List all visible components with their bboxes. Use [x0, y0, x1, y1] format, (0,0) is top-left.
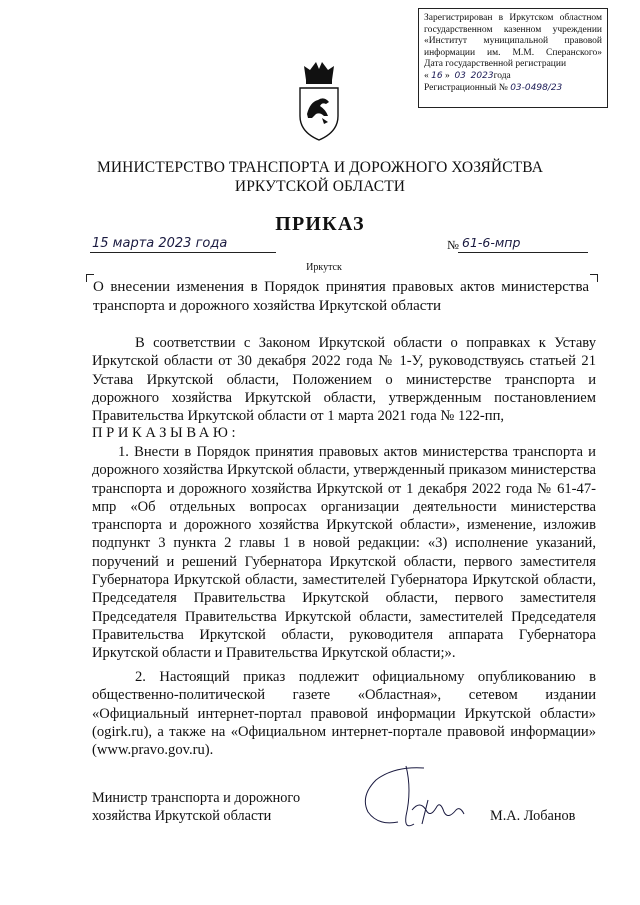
stamp-line: «Институт муниципальной правовой	[424, 36, 602, 47]
order-item-2: 2. Настоящий приказ подлежит официальному опубликованию в общественно-политической газете «Областная», сетевом издании «Официальный интернет-портал правовой информации Иркутской области» (ogirk.ru), а также на «Официальном интернет-портале правовой информации» (www.pravo.gov.ru).	[92, 669, 596, 759]
registration-stamp	[418, 8, 608, 108]
stamp-line: информации им. М.М. Сперанского»	[424, 47, 602, 58]
stamp-line: Зарегистрирован в Иркутском областном	[424, 13, 602, 23]
stamp-date-row	[424, 71, 602, 83]
signatory-position-line-1: Министр транспорта и дорожного	[92, 790, 301, 806]
stamp-line: государственном казенном учреждении	[424, 24, 602, 35]
document-type-title: ПРИКАЗ	[275, 213, 365, 235]
stamp-date-prefix: «	[424, 70, 429, 81]
preamble-paragraph: В соответствии с Законом Иркутской области о поправках к Уставу Иркутской области от 30 декабря 2022 года № 1-У, руководствуясь статьей 21 Устава Иркутской области, Положением о министерстве транспорта и дорожного хозяйства Иркутской области, утвержденным постановлением Правительства Иркутской области от 1 марта 2021 года № 122-пп,	[92, 335, 596, 425]
order-number-label: №	[447, 238, 459, 252]
handwritten-signature	[354, 760, 484, 850]
irkutsk-coat-of-arms-icon	[296, 60, 342, 142]
stamp-line: Дата государственной регистрации	[424, 59, 567, 70]
stamp-date-suffix: года	[493, 70, 511, 81]
stamp-reg-number: 03-0498/23	[510, 82, 563, 93]
stamp-reg-row	[424, 83, 602, 95]
ministry-name-line-2: ИРКУТСКОЙ ОБЛАСТИ	[234, 178, 406, 195]
signatory-position-line-2: хозяйства Иркутской области	[92, 808, 272, 824]
issue-city: Иркутск	[306, 262, 342, 273]
date-underline	[90, 252, 276, 253]
signatory-position	[92, 789, 300, 825]
order-date: 15 марта 2023 года	[92, 236, 228, 251]
subject-corner-right	[590, 274, 598, 282]
ministry-name-line-1: МИНИСТЕРСТВО ТРАНСПОРТА И ДОРОЖНОГО ХОЗЯЙСТВА	[97, 159, 543, 176]
order-item-1: 1. Внести в Порядок принятия правовых актов министерства транспорта и дорожного хозяйства Иркутской области, утвержденный приказом министерства транспорта и дорожного хозяйства Иркутской от 1 декабря 2022 года № 61-47-мпр «Об отдельных вопросах организации деятельности министерства транспорта и дорожного хозяйства Иркутской области», изменение, изложив подпункт 3 пункта 2 главы 1 в новой редакции: «3) исполнение указаний, поручений и решений Губернатора Иркутской области, первого заместителя Губернатора Иркутской области, заместителей Губернатора Иркутской области, Председателя Правительства Иркутской области, первого заместителя Председателя Правительства Иркутской области, заместителей Председателя Правительства Иркутской области, руководителя аппарата Губернатора Иркутской области и Правительства Иркутской области;».	[92, 444, 596, 662]
number-underline	[458, 252, 588, 253]
order-number: 61-6-мпр	[462, 235, 521, 250]
signatory-name: М.А. Лобанов	[490, 808, 576, 824]
stamp-date-mid: »	[444, 70, 450, 81]
stamp-date-year: 2023	[470, 70, 494, 81]
order-word: ПРИКАЗЫВАЮ:	[92, 425, 240, 441]
stamp-date-day: 16	[431, 70, 443, 81]
order-subject: О внесении изменения в Порядок принятия правовых актов министерства транспорта и дорожного хозяйства Иркутской области	[93, 279, 589, 314]
stamp-reg-label: Регистрационный №	[424, 82, 508, 93]
stamp-date-month: 03	[454, 70, 466, 81]
